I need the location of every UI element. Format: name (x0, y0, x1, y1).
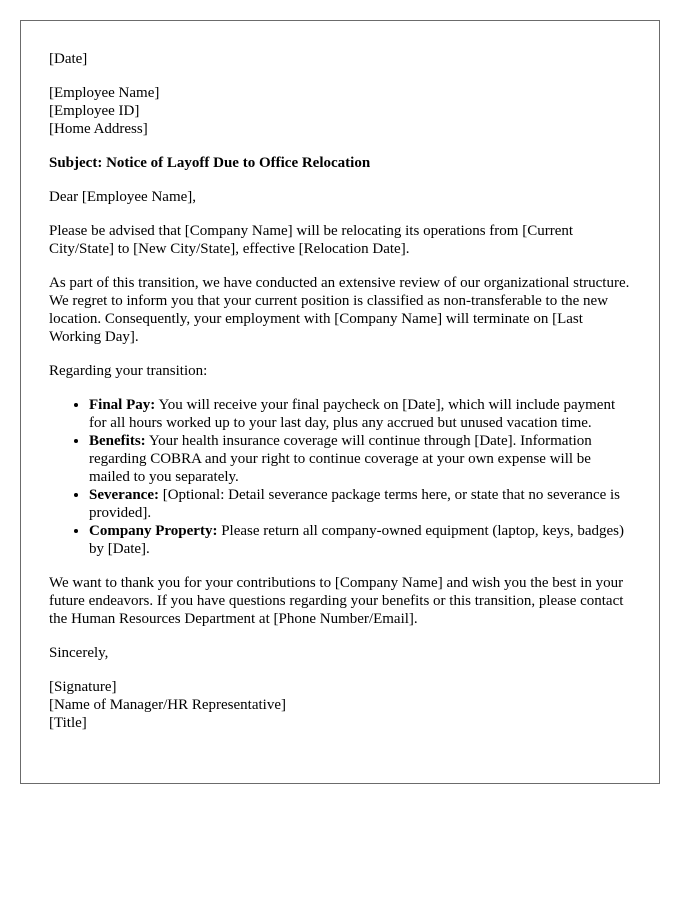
signature-block (49, 678, 631, 732)
paragraph-transition-intro: Regarding your transition: (49, 363, 208, 379)
text-benefits: Your health insurance coverage will continue through [Date]. Information regarding COBRA and your right to continue coverage at your own expense will be mailed to you separately. (89, 433, 592, 485)
term-benefits: Benefits: (89, 433, 146, 449)
recipient-address: [Home Address] (49, 121, 148, 137)
text-company-property: Please return all company-owned equipment (laptop, keys, badges) by [Date]. (89, 523, 625, 557)
transition-list (49, 396, 631, 558)
signer-name: [Name of Manager/HR Representative] (49, 697, 286, 713)
recipient-name: [Employee Name] (49, 85, 160, 101)
list-item-company-property (89, 522, 631, 558)
term-severance: Severance: (89, 487, 159, 503)
letter-subject: Subject: Notice of Layoff Due to Office Relocation (49, 155, 371, 171)
letter-page (20, 20, 660, 784)
list-item-benefits (89, 432, 631, 486)
signature-line: [Signature] (49, 679, 117, 695)
term-company-property: Company Property: (89, 523, 218, 539)
signer-title: [Title] (49, 715, 87, 731)
sign-off: Sincerely, (49, 645, 109, 661)
recipient-id: [Employee ID] (49, 103, 140, 119)
list-item-severance (89, 486, 631, 522)
letter-date: [Date] (49, 51, 88, 67)
paragraph-relocation: Please be advised that [Company Name] will be relocating its operations from [Current City/State] to [New City/State], effective [Relocation Date]. (49, 223, 574, 257)
text-final-pay: You will receive your final paycheck on [Date], which will include payment for all hours worked up to your last day, plus any accrued but unused vacation time. (89, 397, 616, 431)
recipient-block (49, 84, 631, 138)
paragraph-review: As part of this transition, we have conducted an extensive review of our organizational structure. We regret to inform you that your current position is classified as non-transferable to the new location. Consequently, your employment with [Company Name] will terminate on [Last Working Day]. (49, 275, 630, 345)
closing-paragraph: We want to thank you for your contributions to [Company Name] and wish you the best in your future endeavors. If you have questions regarding your benefits or this transition, please contact the Human Resources Department at [Phone Number/Email]. (49, 575, 624, 627)
salutation: Dear [Employee Name], (49, 189, 197, 205)
term-final-pay: Final Pay: (89, 397, 156, 413)
list-item-final-pay (89, 396, 631, 432)
text-severance: [Optional: Detail severance package terms here, or state that no severance is provided]. (89, 487, 621, 521)
